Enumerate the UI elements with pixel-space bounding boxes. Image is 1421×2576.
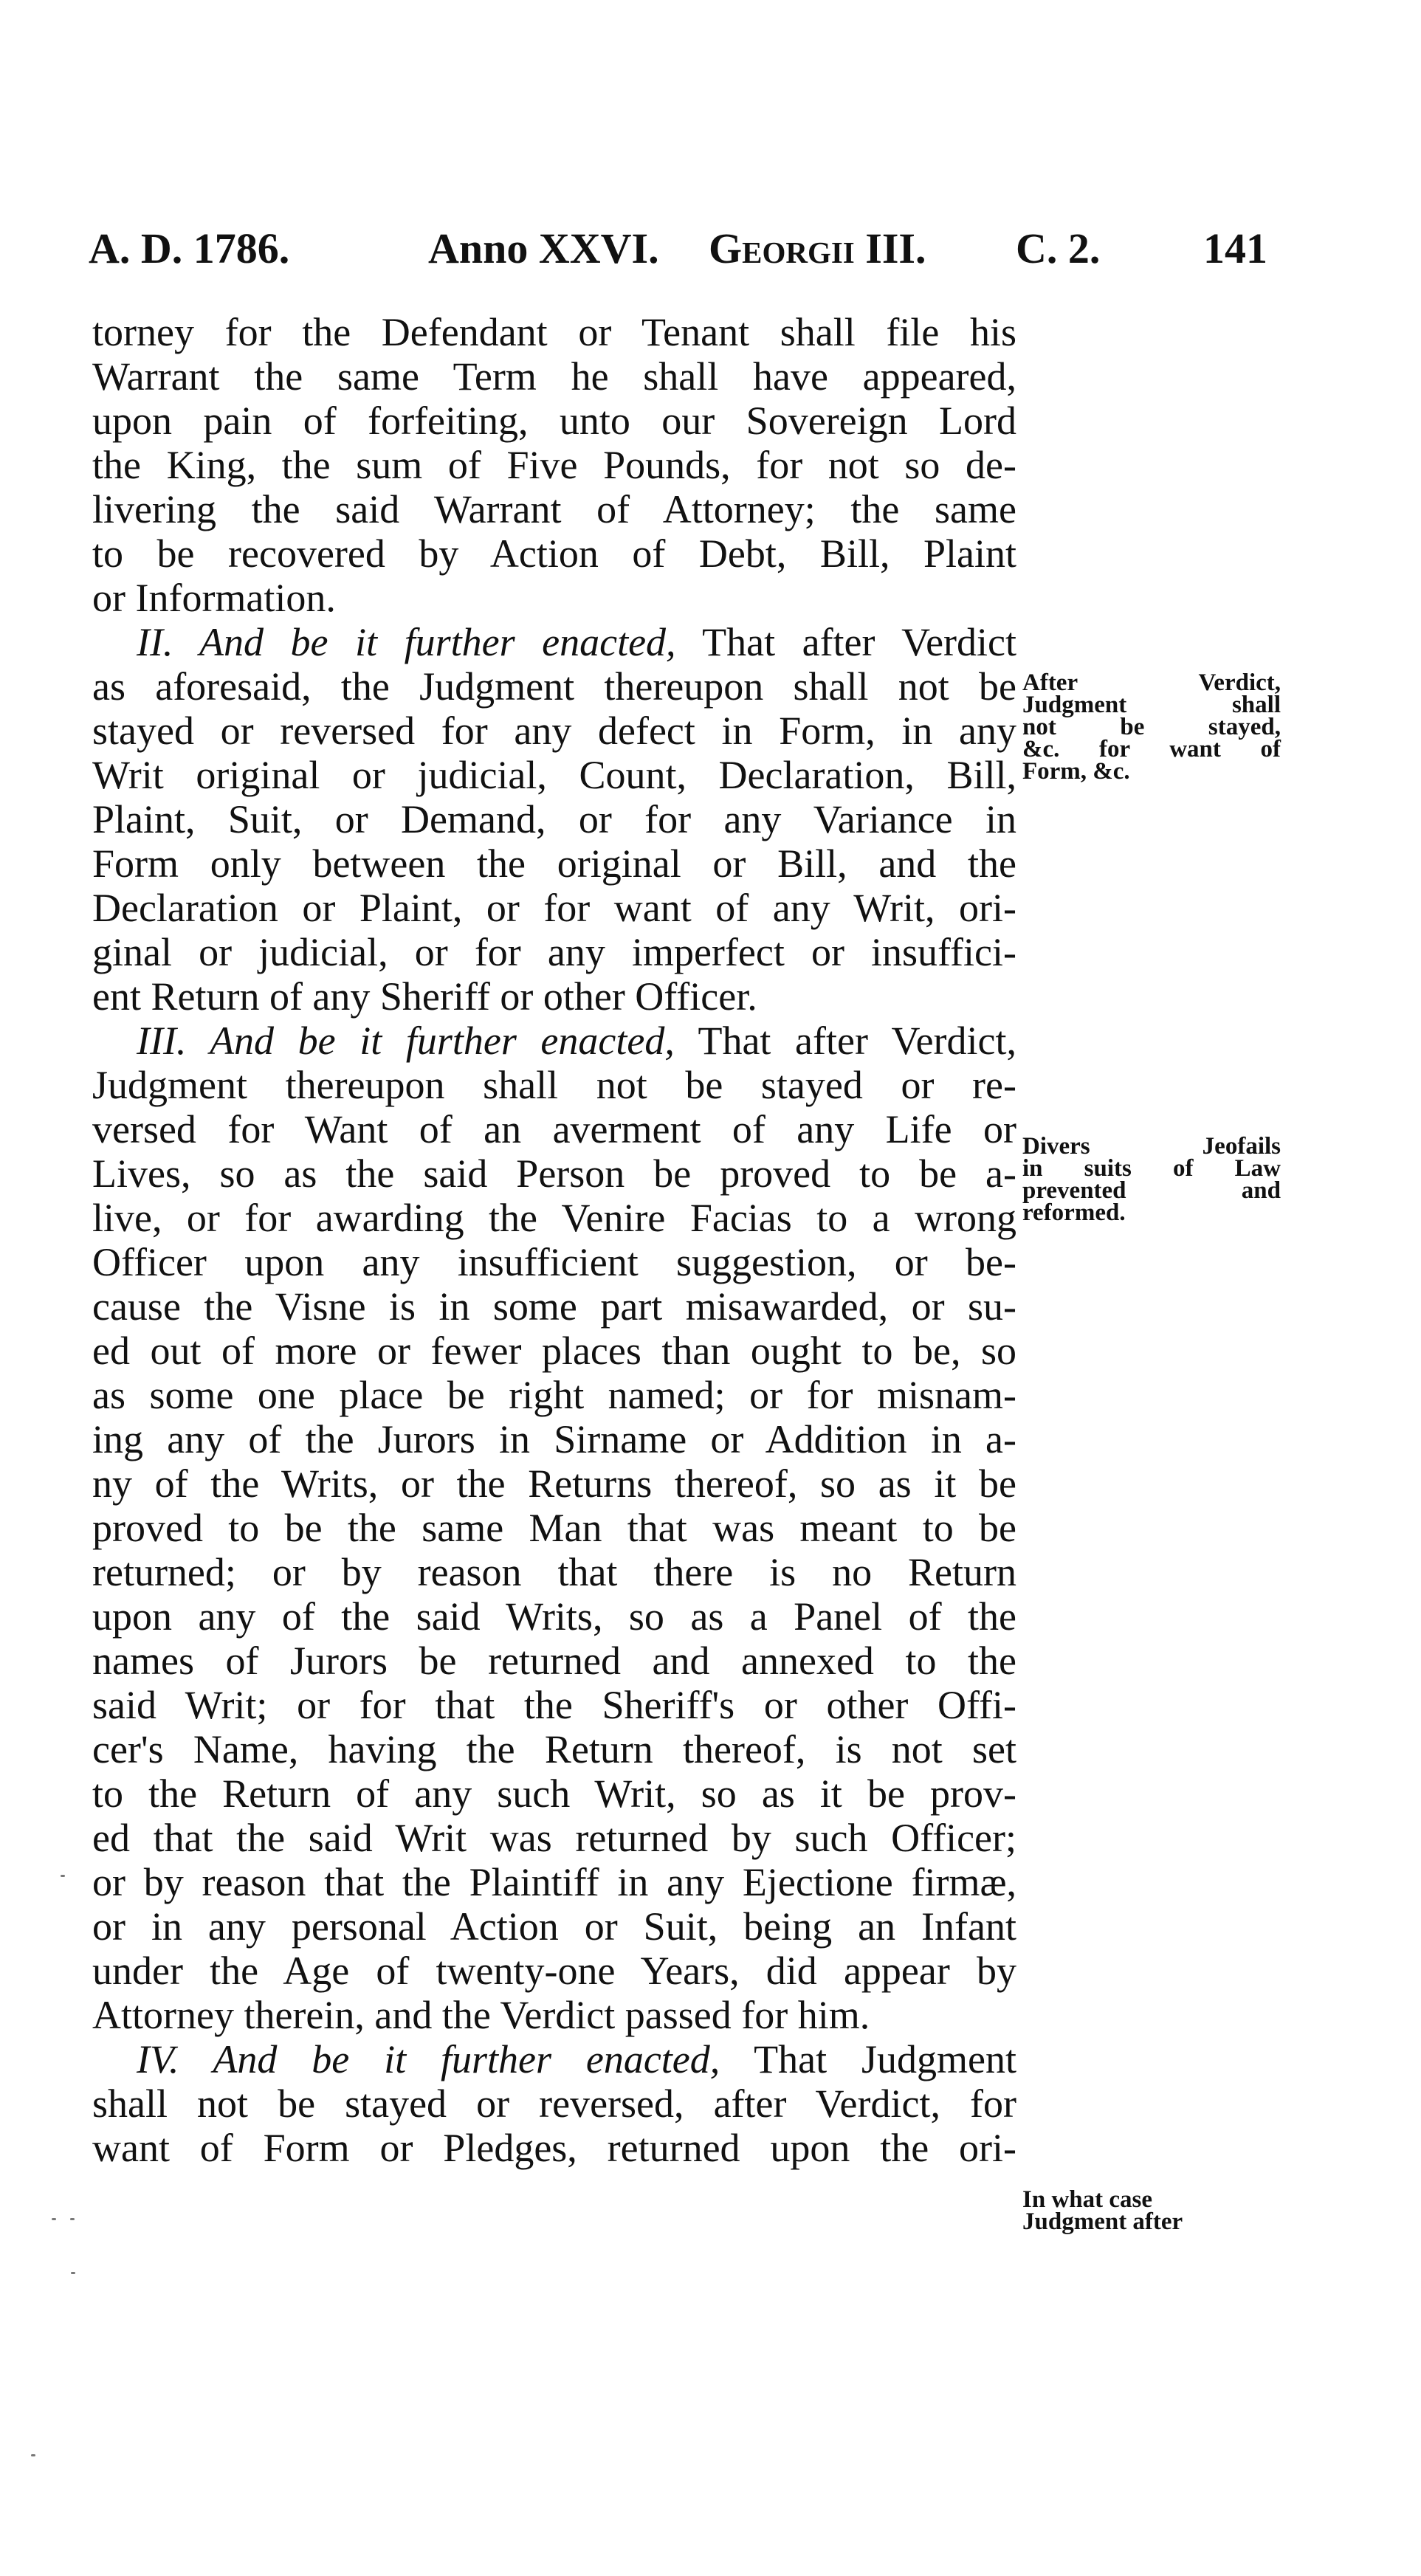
text-line: or in any personal Action or Suit, being an Infant bbox=[92, 1904, 1016, 1949]
text-line: to be recovered by Action of Debt, Bill, Plaint bbox=[92, 531, 1016, 576]
header-reign: Georgii III. bbox=[709, 224, 926, 272]
text-line: Form only between the original or Bill, and the bbox=[92, 841, 1016, 886]
margin-note-line: reformed. bbox=[1022, 1199, 1126, 1226]
text-line: names of Jurors be returned and annexed to the bbox=[92, 1639, 1016, 1683]
margin-note-line: &c. for want of bbox=[1022, 736, 1281, 762]
text-line: ginal or judicial, or for any imperfect or insuffici- bbox=[92, 930, 1016, 974]
text-line: as aforesaid, the Judgment thereupon shall not be bbox=[92, 664, 1016, 709]
text-line: as some one place be right named; or for misnam- bbox=[92, 1373, 1016, 1417]
section-lead: II. And be it further enacted, bbox=[137, 620, 676, 664]
statute-text bbox=[92, 310, 1016, 2170]
page-number: 141 bbox=[1203, 224, 1267, 272]
text-line: ed that the said Writ was returned by such Officer; bbox=[92, 1816, 1016, 1860]
section-iii bbox=[92, 1019, 1016, 2037]
text-line: ing any of the Jurors in Sirname or Addition in a- bbox=[92, 1417, 1016, 1461]
margin-note-judgment bbox=[1022, 2188, 1281, 2233]
text-line: or Information. bbox=[92, 576, 336, 620]
section-lead: IV. And be it further enacted, bbox=[137, 2037, 720, 2081]
section-first-line bbox=[92, 2037, 1016, 2081]
scan-speck bbox=[52, 2218, 56, 2220]
text-line: upon any of the said Writs, so as a Panel of the bbox=[92, 1594, 1016, 1639]
section-ii bbox=[92, 620, 1016, 1019]
scan-speck bbox=[70, 2218, 75, 2220]
text-line: returned; or by reason that there is no Return bbox=[92, 1550, 1016, 1594]
margin-note-line: Judgment shall bbox=[1022, 692, 1281, 718]
text-line: ny of the Writs, or the Returns thereof, so as it be bbox=[92, 1461, 1016, 1506]
margin-note-line: in suits of Law bbox=[1022, 1155, 1281, 1182]
text-line: to the Return of any such Writ, so as it be prov- bbox=[92, 1771, 1016, 1816]
scan-speck bbox=[71, 2272, 75, 2274]
text-line: the King, the sum of Five Pounds, for not so de- bbox=[92, 443, 1016, 487]
margin-note-line: After Verdict, bbox=[1022, 669, 1281, 696]
section-iv bbox=[92, 2037, 1016, 2170]
text-line: Lives, so as the said Person be proved to be a- bbox=[92, 1151, 1016, 1196]
text-line: shall not be stayed or reversed, after Verdict, for bbox=[92, 2081, 1016, 2126]
text-line: Warrant the same Term he shall have appeared, bbox=[92, 354, 1016, 399]
margin-note-line: Divers Jeofails bbox=[1022, 1133, 1281, 1160]
section-first-line bbox=[92, 620, 1016, 664]
text-line: under the Age of twenty-one Years, did appear by bbox=[92, 1949, 1016, 1993]
header-chapter: C. 2. bbox=[1016, 224, 1101, 272]
text-line: Declaration or Plaint, or for want of any Writ, ori- bbox=[92, 886, 1016, 930]
paragraph-continuation bbox=[92, 310, 1016, 620]
margin-note-line: Form, &c. bbox=[1022, 758, 1130, 785]
text-line: Writ original or judicial, Count, Declaration, Bill, bbox=[92, 753, 1016, 797]
text-line: torney for the Defendant or Tenant shall file his bbox=[92, 310, 1016, 354]
text-line: Attorney therein, and the Verdict passed for him. bbox=[92, 1993, 870, 2037]
text-line: cer's Name, having the Return thereof, is not set bbox=[92, 1727, 1016, 1771]
header-anno: Anno XXVI. bbox=[428, 224, 659, 272]
text-line: Plaint, Suit, or Demand, or for any Variance in bbox=[92, 797, 1016, 841]
margin-note-jeofails bbox=[1022, 1135, 1281, 1224]
text-line: want of Form or Pledges, returned upon the ori- bbox=[92, 2126, 1016, 2170]
text-line: That Judgment bbox=[754, 2037, 1016, 2081]
margin-note-line: not be stayed, bbox=[1022, 714, 1281, 740]
text-line: Judgment thereupon shall not be stayed or re- bbox=[92, 1063, 1016, 1107]
margin-note-line: Judgment after bbox=[1022, 2208, 1183, 2235]
text-line: versed for Want of an averment of any Life or bbox=[92, 1107, 1016, 1151]
text-line: livering the said Warrant of Attorney; the same bbox=[92, 487, 1016, 531]
text-line: cause the Visne is in some part misawarded, or su- bbox=[92, 1284, 1016, 1329]
scan-speck bbox=[31, 2454, 35, 2456]
margin-note-verdict bbox=[1022, 669, 1281, 785]
section-first-line bbox=[92, 1019, 1016, 1063]
text-line: That after Verdict, bbox=[698, 1019, 1016, 1063]
header-year: A. D. 1786. bbox=[89, 224, 290, 272]
margin-note-line: In what case bbox=[1022, 2186, 1153, 2213]
text-line: live, or for awarding the Venire Facias to a wrong bbox=[92, 1196, 1016, 1240]
scan-speck bbox=[61, 1875, 65, 1877]
text-line: Officer upon any insufficient suggestion, or be- bbox=[92, 1240, 1016, 1284]
text-line: ent Return of any Sheriff or other Officer. bbox=[92, 974, 757, 1019]
text-line: ed out of more or fewer places than ought to be, so bbox=[92, 1329, 1016, 1373]
running-header bbox=[89, 224, 1277, 283]
margin-note-line: prevented and bbox=[1022, 1177, 1281, 1204]
section-lead: III. And be it further enacted, bbox=[137, 1019, 675, 1063]
text-line: stayed or reversed for any defect in Form, in any bbox=[92, 709, 1016, 753]
text-line: or by reason that the Plaintiff in any Ejectione firmæ, bbox=[92, 1860, 1016, 1904]
text-line: proved to be the same Man that was meant to be bbox=[92, 1506, 1016, 1550]
text-line: said Writ; or for that the Sheriff's or other Offi- bbox=[92, 1683, 1016, 1727]
text-line: upon pain of forfeiting, unto our Sovereign Lord bbox=[92, 399, 1016, 443]
text-line: That after Verdict bbox=[702, 620, 1016, 664]
